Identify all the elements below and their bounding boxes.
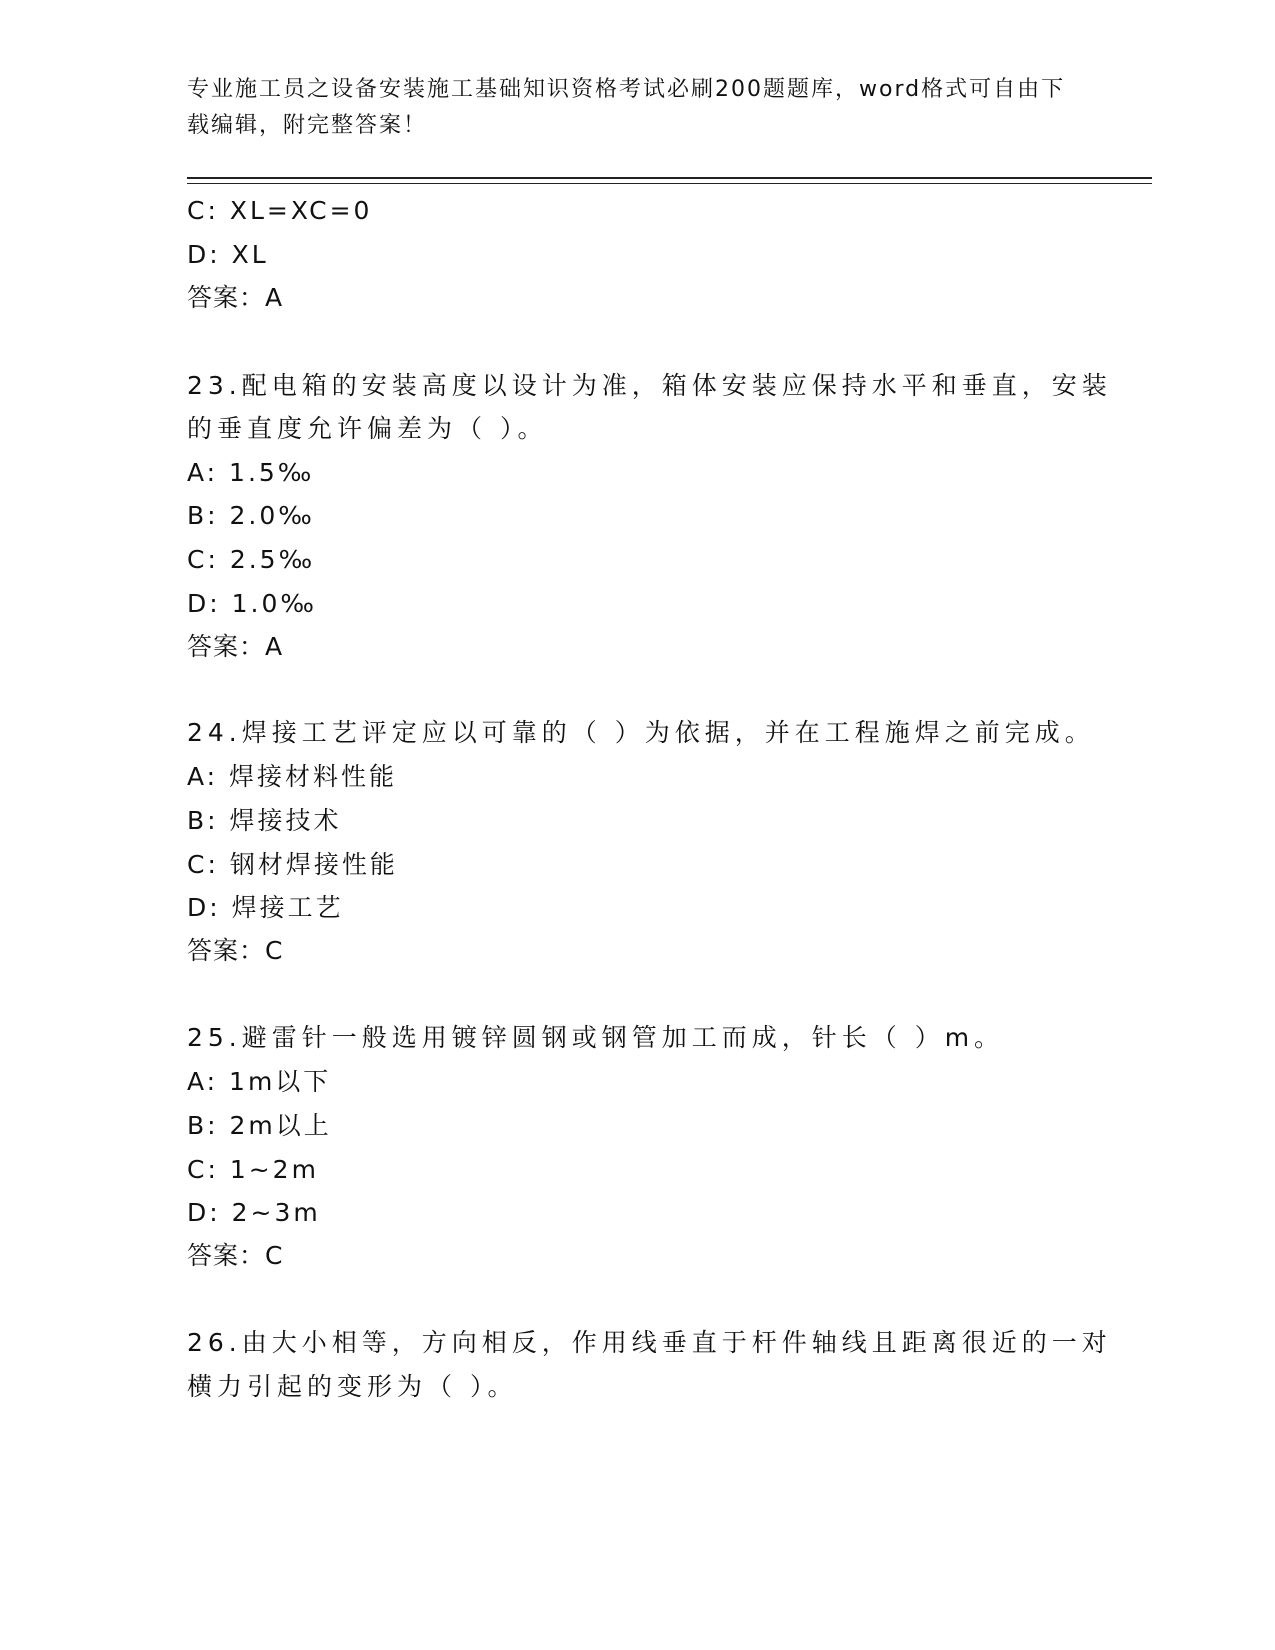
q22-option-c: C: XL=XC=0	[187, 196, 373, 225]
q25-option-b: B: 2m以上	[187, 1111, 332, 1140]
q24-answer: 答案：C	[187, 936, 284, 965]
q25-stem-line-1: 25.避雷针一般选用镀锌圆钢或钢管加工而成，针长（ ）m。	[187, 1023, 1005, 1052]
q23-option-c: C: 2.5‰	[187, 545, 316, 574]
q24-stem-line-1: 24.焊接工艺评定应以可靠的（ ）为依据，并在工程施焊之前完成。	[187, 718, 1095, 747]
q23-answer: 答案：A	[187, 632, 284, 661]
document-header	[187, 72, 1067, 144]
q24-option-b: B: 焊接技术	[187, 806, 342, 835]
q23-stem-line-1: 23.配电箱的安装高度以设计为准，箱体安装应保持水平和垂直，安装	[187, 371, 1112, 400]
q23-option-a: A: 1.5‰	[187, 458, 315, 487]
q25-option-d: D: 2~3m	[187, 1198, 321, 1227]
q23-option-b: B: 2.0‰	[187, 501, 315, 530]
q25-option-c: C: 1~2m	[187, 1155, 319, 1184]
q24-option-d: D: 焊接工艺	[187, 893, 344, 922]
q26-stem-line-1: 26.由大小相等，方向相反，作用线垂直于杆件轴线且距离很近的一对	[187, 1328, 1112, 1357]
q22-answer: 答案：A	[187, 283, 284, 312]
q23-option-d: D: 1.0‰	[187, 589, 317, 618]
q26-stem-line-2: 横力引起的变形为（ ）。	[187, 1372, 518, 1401]
q25-option-a: A: 1m以下	[187, 1067, 332, 1096]
header-divider-thick	[187, 177, 1152, 179]
header-text: 专业施工员之设备安装施工基础知识资格考试必刷200题题库，word格式可自由下载编辑，附完整答案！	[187, 77, 1066, 138]
header-divider-thin	[187, 183, 1152, 184]
q23-stem-line-2: 的垂直度允许偏差为（ ）。	[187, 414, 548, 443]
q25-answer: 答案：C	[187, 1241, 284, 1270]
q22-option-d: D: XL	[187, 240, 269, 269]
q24-option-c: C: 钢材焊接性能	[187, 850, 398, 879]
q24-option-a: A: 焊接材料性能	[187, 762, 398, 791]
